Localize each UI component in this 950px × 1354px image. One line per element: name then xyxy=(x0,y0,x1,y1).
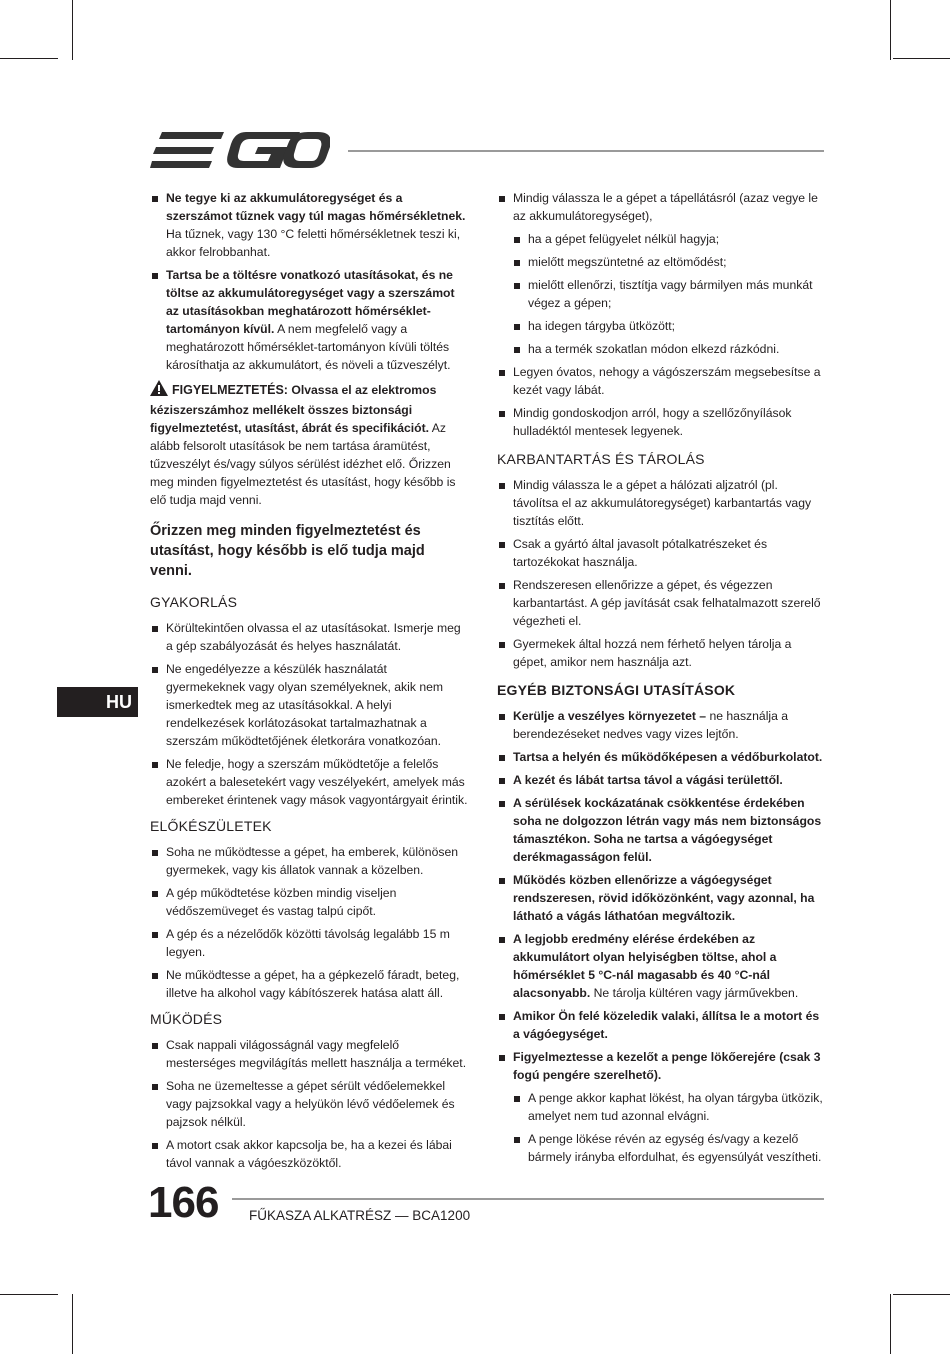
sub-list-item: ha a termék szokatlan módon elkezd rázkódni. xyxy=(512,340,824,358)
crop-mark xyxy=(0,1294,58,1295)
caution-list xyxy=(497,363,824,440)
section-heading: ELŐKÉSZÜLETEK xyxy=(150,818,272,834)
list-item: Tartsa a helyén és működőképesen a védőburkolatot. xyxy=(497,748,824,766)
sub-list-item: ha a gépet felügyelet nélkül hagyja; xyxy=(512,230,824,248)
list-item: Csak nappali világosságnál vagy megfelelő mesterséges megvilágítás mellett használja a terméket. xyxy=(150,1036,468,1072)
blade-thrust-sublist xyxy=(512,1089,824,1166)
list-item: Ne engedélyezze a készülék használatát gyermekeknek vagy olyan személyeknek, akik nem ismerkedtek meg az utasításokkal. A helyi rendelkezések korlátozásokat tartalmazhatnak a szerszám működtetőjének életkorára vonatkozóan. xyxy=(150,660,468,750)
page-number: 166 xyxy=(148,1178,219,1227)
sub-list-item: mielőtt ellenőrzi, tisztítja vagy bármilyen más munkát végez a gépen; xyxy=(512,276,824,312)
list-item: Amikor Ön felé közeledik valaki, állítsa le a motort és a vágóegységet. xyxy=(497,1007,824,1043)
sub-list-item: A penge akkor kaphat lökést, ha olyan tárgyba ütközik, amelyet nem tud azonnal elvágni. xyxy=(512,1089,824,1125)
battery-bullets xyxy=(150,189,468,374)
list-item: Soha ne üzemeltesse a gépet sérült védőelemekkel vagy pajzsokkal vagy a helyükön lévő védőelemek és pajzsok nélkül. xyxy=(150,1077,468,1131)
keep-instructions-note: Őrizzen meg minden figyelmeztetést és utasítást, hogy később is elő tudja majd venni. xyxy=(150,523,425,579)
sub-list-item: mielőtt megszüntetné az eltömődést; xyxy=(512,253,824,271)
crop-mark xyxy=(893,1294,950,1295)
section-heading: KARBANTARTÁS ÉS TÁROLÁS xyxy=(497,451,705,467)
list-item: A motort csak akkor kapcsolja be, ha a kezei és lábai távol vannak a vágóeszközöktől. xyxy=(150,1136,468,1172)
list-item: Mindig gondoskodjon arról, hogy a szellőzőnyílások hulladéktól mentesek legyenek. xyxy=(497,404,824,440)
list-item: Kerülje a veszélyes környezetet – ne használja a berendezéseket nedves vagy vizes lejtőn. xyxy=(497,707,824,743)
footer-title: FŰKASZA ALKATRÉSZ — BCA1200 xyxy=(249,1208,471,1223)
maintenance-list xyxy=(497,476,824,671)
list-item: Tartsa be a töltésre vonatkozó utasításokat, és ne töltse az akkumulátoregységet vagy a szerszámot az utasításokban meghatározott hőmérséklet-tartományon kívül. A nem megfelelő vagy a meghatározott hőmérséklet-tartományon kívüli töltés károsíthatja az akkumulátort, és növeli a tűzveszélyt. xyxy=(150,266,468,374)
crop-mark xyxy=(890,0,891,60)
list-item: Ne tegye ki az akkumulátoregységet és a szerszámot tűznek vagy túl magas hőmérsékletnek. Ha tűznek, vagy 130 °C feletti hőmérsékletnek teszi ki, akkor felrobbanhat. xyxy=(150,189,468,261)
sub-list-item: A penge lökése révén az egység és/vagy a kezelő bármely irányba elfordulhat, és egyensúlyát veszítheti. xyxy=(512,1130,824,1166)
list-item: A kezét és lábát tartsa távol a vágási területtől. xyxy=(497,771,824,789)
warning-block: FIGYELMEZTETÉS: Olvassa el az elektromos kéziszerszámhoz mellékelt összes biztonsági figyelmeztetést, utasítást, ábrát és specifikációt. Az alább felsorolt utasítások be nem tartása áramütést, tűzveszélyt és/vagy súlyos sérülést idézhet elő. Őrizzen meg minden figyelmeztetést és utasítást, hogy később is elő tudja majd venni. xyxy=(150,380,468,509)
list-item: Működés közben ellenőrizze a vágóegységet rendszeresen, rövid időközönként, vagy azonnal, ha látható a vágás láthatóan megváltozik. xyxy=(497,871,824,925)
crop-mark xyxy=(890,1294,891,1354)
header-rule xyxy=(348,150,824,152)
list-item: Csak a gyártó által javasolt pótalkatrészeket és tartozékokat használja. xyxy=(497,535,824,571)
crop-mark xyxy=(893,58,950,59)
list-item: Legyen óvatos, nehogy a vágószerszám megsebesítse a kezét vagy lábát. xyxy=(497,363,824,399)
practice-list xyxy=(150,619,468,809)
list-item: Rendszeresen ellenőrizze a gépet, és végezzen karbantartást. A gép javítását csak felhatalmazott szerelő végezheti el. xyxy=(497,576,824,630)
footer-rule xyxy=(232,1198,824,1200)
list-item: A gép és a nézelődők közötti távolság legalább 15 m legyen. xyxy=(150,925,468,961)
list-item: Ne feledje, hogy a szerszám működtetője a felelős azokért a balesetekért vagy veszélyekért, amelyek más embereket érintenek vagy mások vagyontárgyait érintik. xyxy=(150,755,468,809)
list-item: Mindig válassza le a gépet a tápellátásról (azaz vegye le az akkumulátoregységet), xyxy=(497,189,824,225)
language-tab: HU xyxy=(57,687,138,717)
list-item: A sérülések kockázatának csökkentése érdekében soha ne dolgozzon létrán vagy más nem biztonságos támasztékon. Soha ne tartsa a vágóegységet derékmagasságon felül. xyxy=(497,794,824,866)
preparation-list xyxy=(150,843,468,1002)
disconnect-list xyxy=(497,189,824,225)
crop-mark xyxy=(0,58,58,59)
crop-mark xyxy=(72,0,73,60)
warning-title: FIGYELMEZTETÉS: xyxy=(172,383,288,397)
warning-triangle-icon xyxy=(150,380,168,401)
disconnect-sublist xyxy=(512,230,824,358)
crop-mark xyxy=(72,1294,73,1354)
list-item: Körültekintően olvassa el az utasításokat. Ismerje meg a gép szabályozását és helyes használatát. xyxy=(150,619,468,655)
section-heading: MŰKÖDÉS xyxy=(150,1011,223,1027)
list-item: Figyelmeztesse a kezelőt a penge lökőerejére (csak 3 fogú pengére szerelhető). xyxy=(497,1048,824,1084)
list-item: Ne működtesse a gépet, ha a gépkezelő fáradt, beteg, illetve ha alkohol vagy kábítószerek hatása alatt áll. xyxy=(150,966,468,1002)
left-column xyxy=(150,189,468,1177)
list-item: Mindig válassza le a gépet a hálózati aljzatról (pl. távolítsa el az akkumulátoregységet) karbantartás vagy tisztítás előtt. xyxy=(497,476,824,530)
section-heading: EGYÉB BIZTONSÁGI UTASÍTÁSOK xyxy=(497,682,736,698)
right-column xyxy=(497,189,824,1171)
list-item: A legjobb eredmény elérése érdekében az akkumulátort olyan helyiségben töltse, ahol a hőmérséklet 5 °C-nál magasabb és 40 °C-nál alacsonyabb. Ne tárolja kültéren vagy járművekben. xyxy=(497,930,824,1002)
section-heading: GYAKORLÁS xyxy=(150,594,238,610)
list-item: A gép működtetése közben mindig viseljen védőszemüveget és vastag talpú cipőt. xyxy=(150,884,468,920)
other-safety-list xyxy=(497,707,824,1084)
list-item: Soha ne működtesse a gépet, ha emberek, különösen gyermekek, vagy kis állatok vannak a közelben. xyxy=(150,843,468,879)
sub-list-item: ha idegen tárgyba ütközött; xyxy=(512,317,824,335)
operation-list xyxy=(150,1036,468,1172)
ego-logo xyxy=(150,130,330,177)
list-item: Gyermekek által hozzá nem férhető helyen tárolja a gépet, amikor nem használja azt. xyxy=(497,635,824,671)
